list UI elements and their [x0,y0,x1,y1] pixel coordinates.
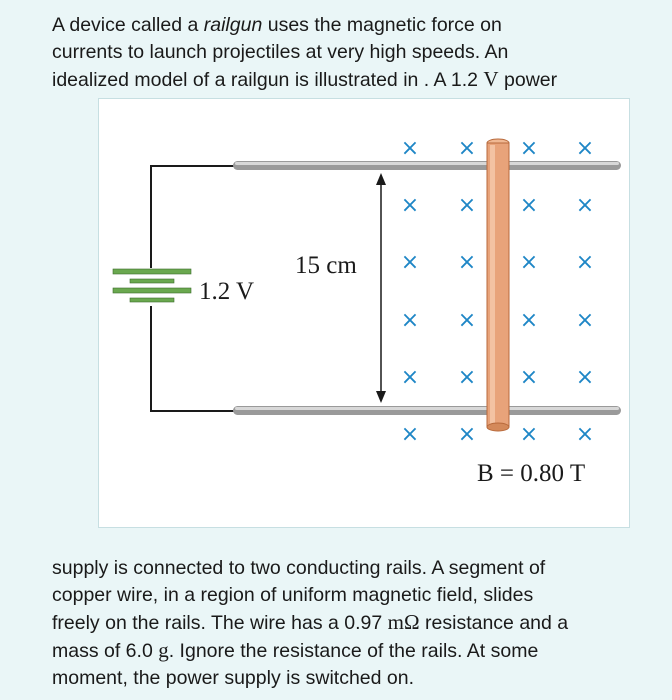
field-mark-2-3: × [575,250,595,275]
field-mark-4-2: × [519,365,539,390]
field-mark-2-1: × [457,250,477,275]
field-mark-1-3: × [575,193,595,218]
text-top-line3-suffix: power [498,69,558,91]
field-mark-3-2: × [519,308,539,333]
circuit-wire-bottom [151,306,234,411]
text-top-line2: currents to launch projectiles at very high speeds. An [52,41,509,63]
battery-icon [113,269,191,302]
text-top-line1-suffix: uses the magnetic force on [262,14,502,36]
field-mark-4-1: × [457,365,477,390]
field-mark-1-2: × [519,193,539,218]
problem-text-top [52,12,652,94]
field-mark-5-2: × [519,422,539,447]
field-mark-1-0: × [400,193,420,218]
field-mark-2-2: × [519,250,539,275]
field-mark-5-0: × [400,422,420,447]
field-mark-4-0: × [400,365,420,390]
field-mark-5-3: × [575,422,595,447]
railgun-diagram [99,99,631,529]
rail-top [233,161,621,170]
field-label: B = 0.80 T [477,460,586,487]
field-mark-3-1: × [457,308,477,333]
text-top-line1-prefix: A device called a [52,14,204,36]
field-mark-1-1: × [457,193,477,218]
field-mark-0-0: × [400,136,420,161]
length-label: 15 cm [295,252,357,279]
text-bottom-line3-prefix: freely on the rails. The wire has a 0.97 [52,612,388,634]
field-mark-0-1: × [457,136,477,161]
field-mark-5-1: × [457,422,477,447]
text-bottom-line3-suffix: resistance and a [419,612,569,634]
field-mark-0-2: × [519,136,539,161]
text-bottom-line4-prefix: mass of 6.0 [52,640,159,662]
text-bottom-line2: copper wire, in a region of uniform magnetic field, slides [52,584,534,606]
voltage-label: 1.2 V [199,278,255,305]
field-mark-4-3: × [575,365,595,390]
text-bottom-line4-suffix: . Ignore the resistance of the rails. At some [168,640,539,662]
railgun-figure [98,98,630,528]
railgun-term: railgun [203,14,263,36]
text-top-line3-prefix: idealized model of a railgun is illustrated in . A 1.2 [52,69,484,91]
text-bottom-line5: moment, the power supply is switched on. [52,667,415,689]
mass-unit: g [158,638,169,662]
problem-text-bottom [52,555,652,692]
separation-arrow [376,173,386,403]
copper-wire [487,139,509,431]
field-mark-3-0: × [400,308,420,333]
field-mark-3-3: × [575,308,595,333]
text-bottom-line1: supply is connected to two conducting rails. A segment of [52,557,546,579]
field-mark-0-3: × [575,136,595,161]
rail-bottom [233,406,621,415]
circuit-wire-top [151,166,234,268]
field-mark-2-0: × [400,250,420,275]
resistance-unit: mΩ [387,610,420,634]
voltage-unit: V [483,67,499,91]
